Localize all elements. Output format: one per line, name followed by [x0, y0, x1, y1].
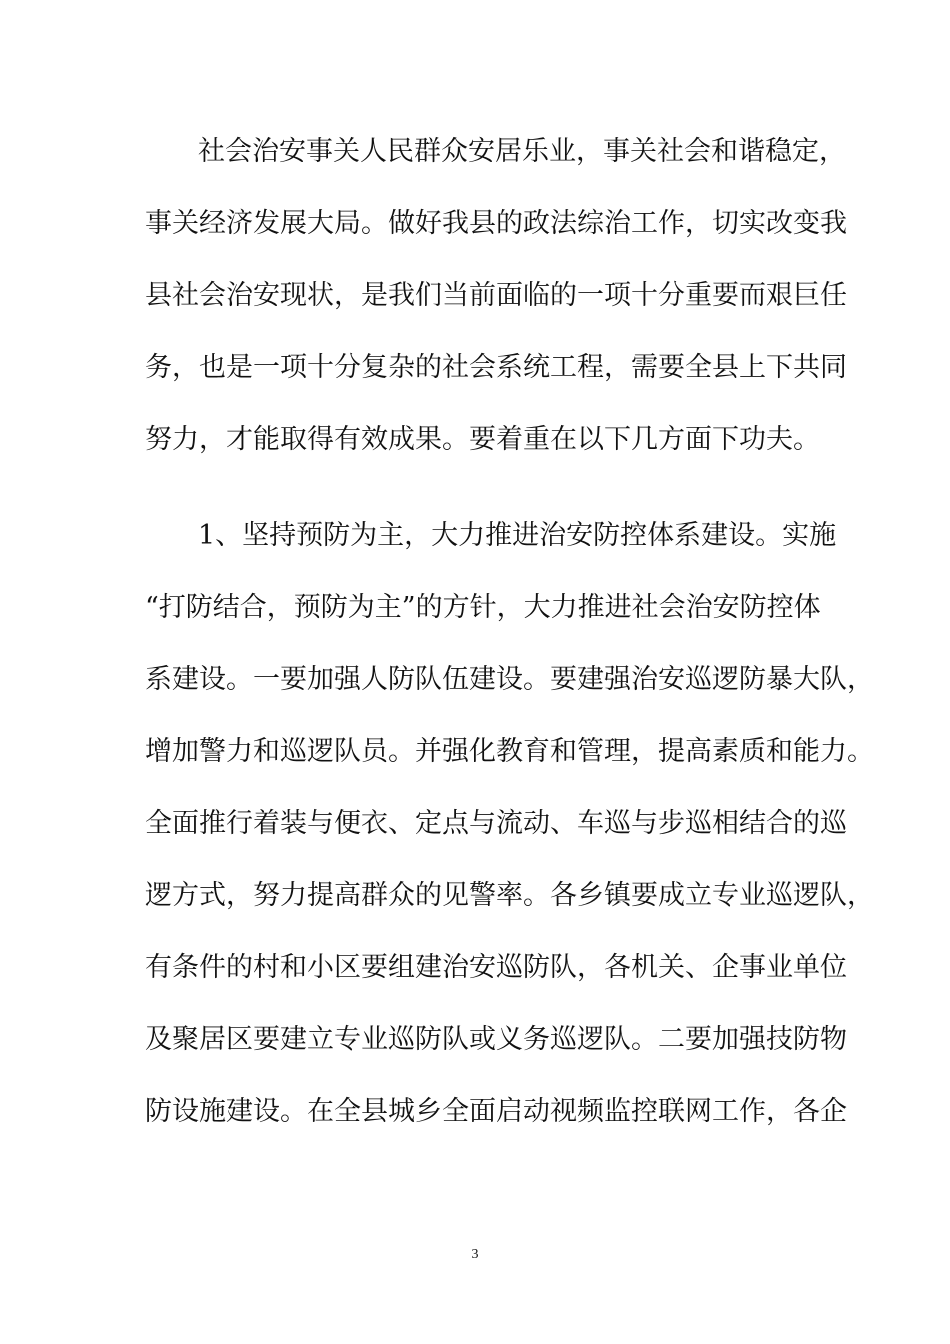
paragraph-2-line-1: 1、坚持预防为主，大力推进治安防控体系建设。实施: [198, 520, 837, 551]
paragraph-2-line-6: 逻方式，努力提高群众的见警率。各乡镇要成立专业巡逻队，: [145, 880, 874, 911]
page-number: 3: [471, 1247, 479, 1262]
paragraph-2-line-7: 有条件的村和小区要组建治安巡防队，各机关、企事业单位: [145, 952, 847, 983]
paragraph-1-line-2: 事关经济发展大局。做好我县的政法综治工作，切实改变我: [145, 208, 847, 239]
paragraph-2-line-8: 及聚居区要建立专业巡防队或义务巡逻队。二要加强技防物: [145, 1024, 847, 1055]
paragraph-2-line-2: “打防结合，预防为主”的方针，大力推进社会治安防控体: [145, 592, 821, 623]
paragraph-2-line-4: 增加警力和巡逻队员。并强化教育和管理，提高素质和能力。: [145, 736, 874, 767]
paragraph-1-line-3: 县社会治安现状，是我们当前面临的一项十分重要而艰巨任: [145, 280, 847, 311]
paragraph-1-line-5: 努力，才能取得有效成果。要着重在以下几方面下功夫。: [145, 424, 820, 455]
paragraph-2-line-3: 系建设。一要加强人防队伍建设。要建强治安巡逻防暴大队，: [145, 664, 874, 695]
paragraph-1-line-4: 务，也是一项十分复杂的社会系统工程，需要全县上下共同: [145, 352, 847, 383]
paragraph-2-line-9: 防设施建设。在全县城乡全面启动视频监控联网工作，各企: [145, 1096, 847, 1127]
paragraph-1-line-1: 社会治安事关人民群众安居乐业，事关社会和谐稳定，: [198, 136, 846, 167]
paragraph-2-line-5: 全面推行着装与便衣、定点与流动、车巡与步巡相结合的巡: [145, 808, 847, 839]
